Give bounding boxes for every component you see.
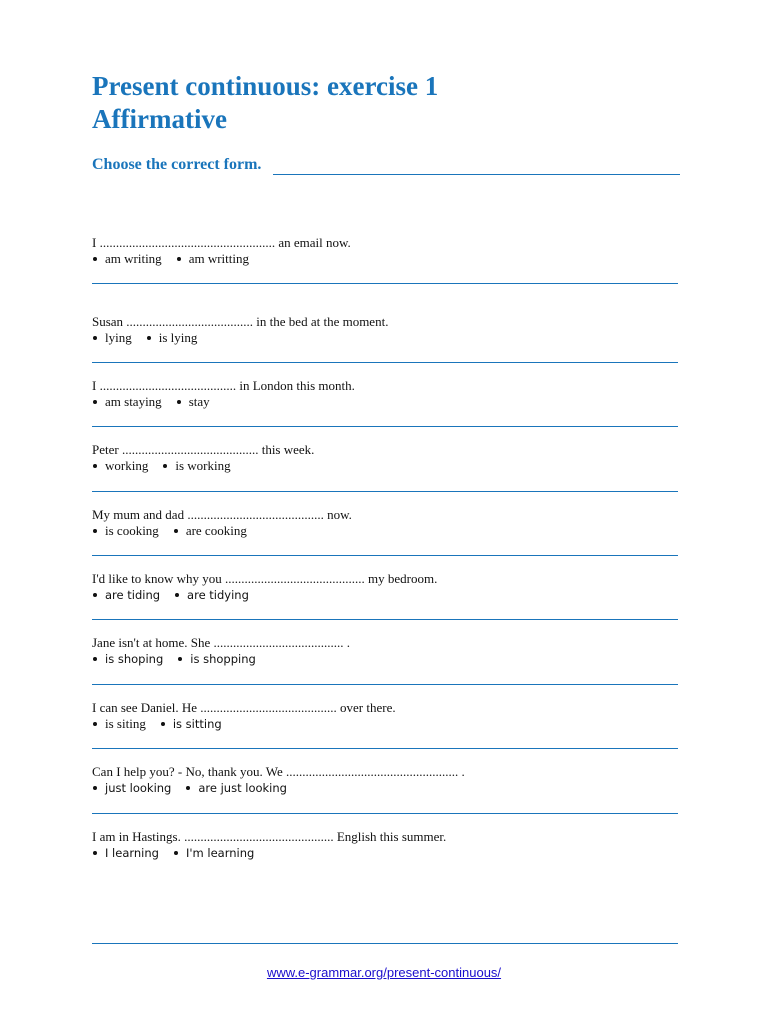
answer-option[interactable] [162,458,230,474]
bullet-icon [93,400,97,404]
question-item [92,764,680,796]
question-text: I can see Daniel. He .......................................... over there. [92,700,396,715]
question-text: I'd like to know why you ........................................... my bedroom. [92,571,438,586]
answer-options [92,251,680,267]
footer-link[interactable]: www.e-grammar.org/present-continuous/ [266,965,502,980]
answer-options [92,523,680,539]
bullet-icon [93,464,97,468]
bullet-icon [174,529,178,533]
divider [92,943,678,944]
bullet-icon [186,786,190,790]
answer-options [92,651,680,667]
answer-option-label: are tiding [105,588,161,602]
divider [92,619,678,620]
answer-option[interactable] [173,523,247,539]
question-text: I .......................................... in London this month. [92,378,355,393]
answer-option[interactable] [173,845,254,861]
bullet-icon [177,400,181,404]
bullet-icon [93,722,97,726]
question-item [92,507,680,539]
bullet-icon [93,257,97,261]
answer-option-label: is shoping [105,652,164,666]
answer-options [92,458,680,474]
bullet-icon [93,657,97,661]
question-text: Jane isn't at home. She ........................................ . [92,635,350,650]
answer-option[interactable] [92,716,146,732]
divider [92,555,678,556]
answer-option[interactable] [160,716,222,732]
question-item [92,235,680,267]
answer-option-label: lying [105,330,132,345]
answer-option-label: is sitting [172,717,222,731]
instruction [92,155,680,175]
answer-option-label: is siting [105,716,146,731]
answer-option[interactable] [92,780,171,796]
answer-options [92,845,680,861]
bullet-icon [93,851,97,855]
page-title [92,70,438,136]
answer-option-label: stay [188,394,210,409]
answer-option[interactable] [146,330,198,346]
bullet-icon [147,336,151,340]
answer-option[interactable] [92,330,132,346]
question-item [92,635,680,667]
answer-option[interactable] [92,394,162,410]
answer-option-label: working [105,458,149,473]
answer-option[interactable] [185,780,287,796]
bullet-icon [161,722,165,726]
divider [92,362,678,363]
answer-option-label: are cooking [185,523,247,538]
divider [92,426,678,427]
question-text: My mum and dad .......................................... now. [92,507,352,522]
bullet-icon [175,593,179,597]
divider [92,748,678,749]
answer-option[interactable] [92,651,163,667]
answer-option-label: just looking [105,781,172,795]
question-item [92,378,680,410]
question-text: Susan ....................................... in the bed at the moment. [92,314,389,329]
title-line-2: Affirmative [92,104,227,134]
answer-options [92,394,680,410]
question-text: I ...................................................... an email now. [92,235,351,250]
bullet-icon [93,336,97,340]
question-item [92,314,680,346]
bullet-icon [177,257,181,261]
answer-option-label: I learning [105,846,159,860]
question-text: Peter .......................................... this week. [92,442,315,457]
answer-option-label: am staying [105,394,162,409]
question-item [92,442,680,474]
bullet-icon [178,657,182,661]
answer-option-label: am writing [105,251,162,266]
instruction-rule [273,158,680,175]
answer-option[interactable] [92,587,160,603]
answer-option[interactable] [177,651,256,667]
question-text: I am in Hastings. .............................................. English this summer. [92,829,447,844]
bullet-icon [174,851,178,855]
answer-option[interactable] [176,251,249,267]
answer-option[interactable] [92,251,162,267]
answer-options [92,716,680,732]
question-item [92,829,680,861]
bullet-icon [163,464,167,468]
answer-option[interactable] [92,458,148,474]
divider [92,813,678,814]
question-item [92,571,680,603]
instruction-text: Choose the correct form. [92,156,262,173]
answer-option-label: are tidying [187,588,249,602]
answer-option-label: is working [175,458,231,473]
answer-option[interactable] [92,845,159,861]
question-text: Can I help you? - No, thank you. We ..................................................... . [92,764,465,779]
answer-options [92,587,680,603]
answer-option[interactable] [176,394,210,410]
answer-options [92,780,680,796]
answer-option-label: is lying [158,330,198,345]
bullet-icon [93,786,97,790]
question-item [92,700,680,732]
bullet-icon [93,593,97,597]
answer-option[interactable] [92,523,159,539]
bullet-icon [93,529,97,533]
answer-options [92,330,680,346]
answer-option-label: I'm learning [185,846,255,860]
answer-option-label: is shopping [190,652,256,666]
answer-option[interactable] [174,587,249,603]
answer-option-label: are just looking [198,781,287,795]
divider [92,684,678,685]
answer-option-label: am writting [188,251,249,266]
divider [92,491,678,492]
answer-option-label: is cooking [105,523,159,538]
title-line-1: Present continuous: exercise 1 [92,71,439,101]
divider [92,283,678,284]
